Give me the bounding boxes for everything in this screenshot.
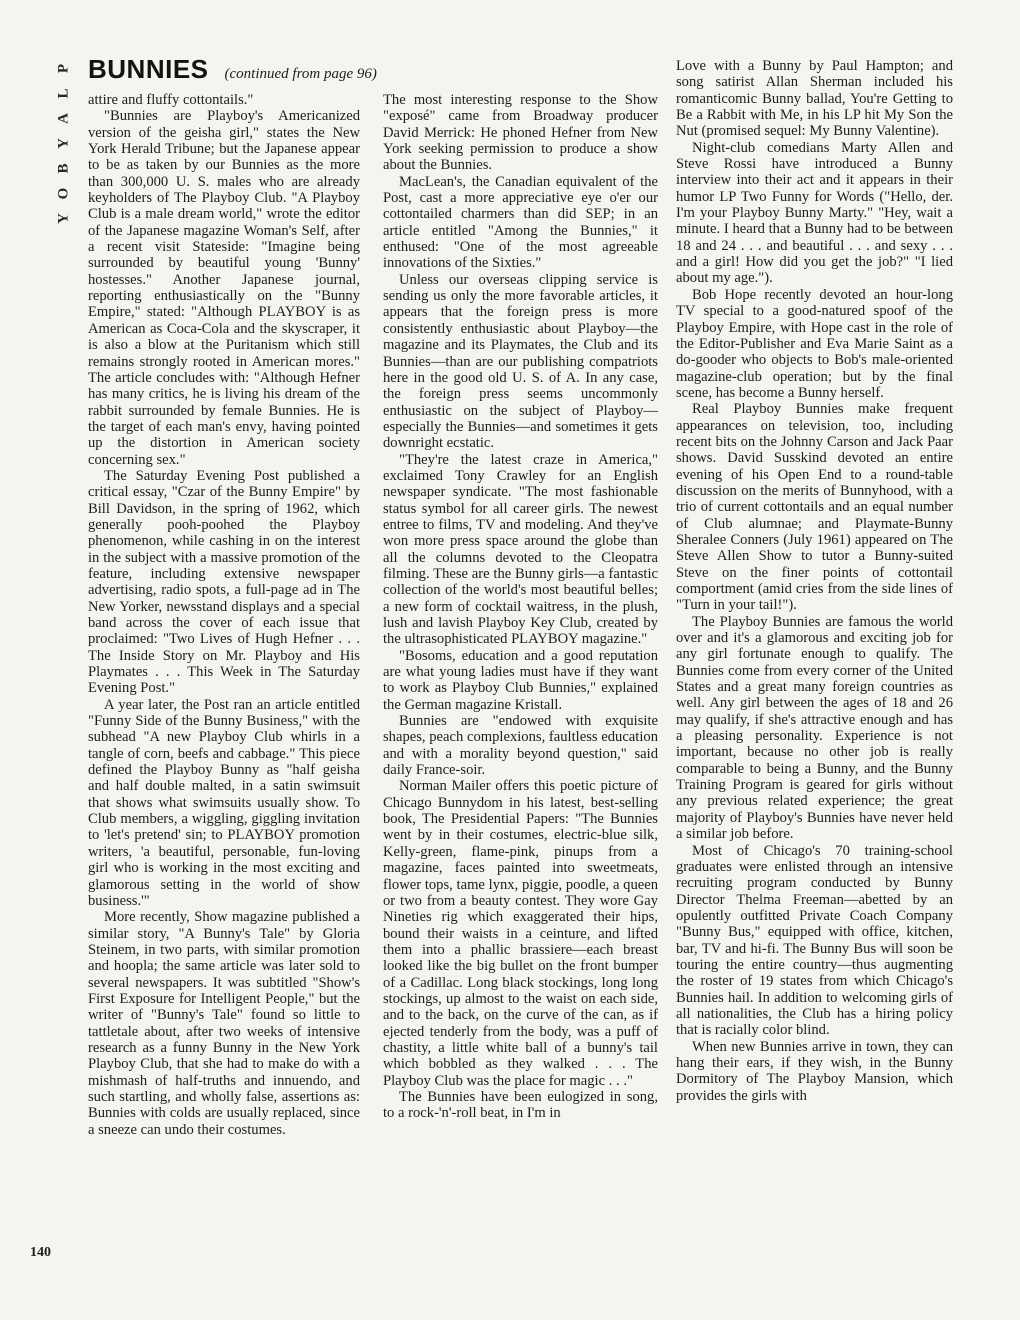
side-letter: O	[55, 187, 72, 200]
article-header	[88, 54, 377, 85]
paragraph: Unless our overseas clipping service is sending us only the more favorable articles, it appears that the foreign press is more consistently enthusiastic about Playboy—the magazine and its Playmates, the Club and its Bunnies—than are our publishing compatriots here in the good old U. S. of A. In any case, the foreign press seems uncommonly enthusiastic on the subject of Playboy—especially the Bunnies—and sometimes it gets downright ecstatic.	[383, 271, 658, 452]
side-letter: B	[55, 163, 72, 174]
continued-note: (continued from page 96)	[224, 66, 377, 82]
article-title: BUNNIES	[88, 54, 209, 84]
paragraph: "Bunnies are Playboy's Americanized version of the geisha girl," states the New York Herald Tribune; but the Japanese appear to be as taken by our Bunnies as the more than 300,000 U. S. males who are already keyholders of The Playboy Club. "A Playboy Club is a male dream world," wrote the editor of the Japanese magazine Woman's Self, after a recent visit Stateside: "Imagine being surrounded by beautiful young 'Bunny' hostesses." Another Japanese journal, reporting enthusiastically on the "Bunny Empire," stated: "Although PLAYBOY is as American as Coca-Cola and the skyscraper, it is also a blow at the Puritanism which still remains strongly rooted in American mores." The article concludes with: "Although Hefner has many critics, he is living his dream of the rabbit surrounded by female Bunnies. He is the target of each man's envy, having pointed up the distortion in American society concerning sex."	[88, 108, 360, 468]
paragraph: More recently, Show magazine published a similar story, "A Bunny's Tale" by Gloria Steinem, in two parts, with similar promotion and hoopla; the same article was later sold to several newspapers. It was subtitled "Show's First Exposure for Intelligent People," but the writer of "Bunny's Tale" found so little to tattletale about, after two weeks of intensive research as a funny Bunny in the New York Playboy Club, that she had to make do with a mishmash of half-truths and innuendo, and such startling, and wholly false, assertions as: Bunnies with colds are usually replaced, since a sneeze can undo their costumes.	[88, 909, 360, 1138]
magazine-side-label	[55, 56, 72, 231]
column-2	[383, 92, 658, 1122]
paragraph: "Bosoms, education and a good reputation are what young ladies must have if they want to work as Playboy Club Bunnies," explained the German magazine Kristall.	[383, 647, 658, 713]
paragraph: The most interesting response to the Show "exposé" came from Broadway producer David Merrick: He phoned Hefner from New York seeking permission to produce a show about the Bunnies.	[383, 92, 658, 174]
column-3	[676, 58, 953, 1104]
side-letter: Y	[55, 213, 72, 224]
paragraph: Love with a Bunny by Paul Hampton; and song satirist Allan Sherman included his romanticomic Bunny ballad, You're Getting to Be a Rabbit with Me, in his LP hit My Son the Nut (promised sequel: My Bunny Valentine).	[676, 58, 953, 140]
side-letter: Y	[55, 138, 72, 149]
paragraph: MacLean's, the Canadian equivalent of the Post, cast a more appreciative eye o'er our cottontailed charmers than did SEP; in an article entitled "Among the Bunnies," it enthused: "One of the most agreeable innovations of the Sixties."	[383, 173, 658, 272]
paragraph: The Saturday Evening Post published a critical essay, "Czar of the Bunny Empire" by Bill Davidson, in the spring of 1962, which generally pooh-poohed the Playboy phenomenon, while cashing in on the interest in the subject with a massive promotion of the feature, including extensive newspaper advertising, radio spots, a full-page ad in The New Yorker, newsstand displays and a special band across the cover of each issue that proclaimed: "Two Lives of Hugh Hefner . . . The Inside Story on Mr. Playboy and His Playmates . . . This Week in The Saturday Evening Post."	[88, 467, 360, 697]
paragraph: Night-club comedians Marty Allen and Steve Rossi have introduced a Bunny interview into their act and it appears in their humor LP Two Funny for Words ("Hello, der. I'm your Playboy Bunny Marty." "Hey, wait a minute. I heard that a Bunny had to be between 18 and 24 . . . and beautiful . . . and sexy . . . and a girl! How did you get the job?" "I lied about my age.").	[676, 139, 953, 287]
paragraph: Most of Chicago's 70 training-school graduates were enlisted through an intensive recruiting program conducted by Bunny Director Thelma Freeman—abetted by an opulently outfitted Private Coach Company "Bunny Bus," equipped with office, kitchen, bar, TV and hi-fi. The Bunny Bus will soon be touring the entire country—thus augmenting the roster of 19 states from which Chicago's Bunnies hail. In addition to welcoming girls of all nationalities, the Club has a hiring policy that is racially color blind.	[676, 842, 953, 1039]
page-number: 140	[30, 1245, 51, 1260]
paragraph: attire and fluffy cottontails."	[88, 92, 254, 108]
column-1	[88, 92, 360, 1138]
paragraph: "They're the latest craze in America," exclaimed Tony Crawley for an English newspaper syndicate. "The most fashionable status symbol for all career girls. The newest entree to films, TV and modeling. And they've won more press space around the globe than all the columns devoted to the Cleopatra filming. These are the Bunny girls—a fantastic collection of the world's most beautiful belles; a new form of cocktail waitress, in the plush, lush and lavish Playboy Key Club, created by the ultrasophisticated PLAYBOY magazine."	[383, 451, 658, 648]
paragraph: The Bunnies have been eulogized in song, to a rock-'n'-roll beat, in I'm in	[383, 1088, 658, 1122]
paragraph: The Playboy Bunnies are famous the world over and it's a glamorous and exciting job for any girl fortunate enough to qualify. The Bunnies come from every corner of the United States and a great many foreign countries as well. Any girl between the ages of 18 and 26 may qualify, if she's attractive enough and has a pleasing personality. Experience is not important, because no other job is really comparable to being a Bunny, and the Bunny Training Program is geared for girls without any previous related experience; the great majority of Playboy's Bunnies have never held a similar job before.	[676, 613, 953, 843]
side-letter: L	[55, 88, 72, 99]
side-letter: A	[55, 113, 72, 124]
paragraph: Real Playboy Bunnies make frequent appearances on television, too, including recent bits on the Johnny Carson and Jack Paar shows. David Susskind devoted an entire evening of his Open End to a round-table discussion on the merits of Bunnyhood, with a trio of current cottontails and an equal number of Club alumnae; and Playmate-Bunny Sheralee Conners (July 1961) appeared on The Steve Allen Show to tutor a Bunny-suited Steve on the finer points of cottontail comportment (amid cries from the side lines of "Turn in your tail!").	[676, 401, 953, 614]
paragraph: Bunnies are "endowed with exquisite shapes, peach complexions, faultless education and with a morality beyond question," said daily France-soir.	[383, 713, 658, 779]
side-letter: P	[55, 63, 72, 74]
paragraph: Bob Hope recently devoted an hour-long TV special to a good-natured spoof of the Playboy Empire, with Hope cast in the role of the Editor-Publisher and Eva Marie Saint as a do-gooder who objects to Bob's male-oriented magazine-club operation; but by the final scene, has become a Bunny herself.	[676, 286, 953, 401]
paragraph: When new Bunnies arrive in town, they can hang their ears, if they wish, in the Bunny Dormitory of The Playboy Mansion, which provides the girls with	[676, 1038, 953, 1104]
paragraph: A year later, the Post ran an article entitled "Funny Side of the Bunny Business," with the subhead "A new Playboy Club whirls in a tangle of corn, beefs and cabbage." This piece defined the Playboy Bunny as "half geisha and half double malted, in a satin swimsuit that shows what swimsuits usually show. To Club members, a wiggling, giggling invitation to 'let's pretend' sin; to PLAYBOY promotion writers, 'a beautiful, personable, fun-loving girl who is working in the most exciting and glamorous setting in the world of show business.'"	[88, 696, 360, 909]
paragraph: Norman Mailer offers this poetic picture of Chicago Bunnydom in his latest, best-selling book, The Presidential Papers: "The Bunnies went by in their costumes, electric-blue silk, Kelly-green, flame-pink, pinups from a magazine, faces painted into sweetmeats, flower tops, tame lynx, piggie, poodle, a queen or two from a beauty contest. They wore Gay Nineties rig which exaggerated their hips, bound their waists in a ceinture, and lifted them into a phallic brassiere—each breast looked like the big bullet on the front bumper of a Cadillac. Long black stockings, long long stockings, up almost to the waist on each side, and to the back, on the curve of the can, as if ejected tenderly from the body, was a puff of chastity, a little white ball of a bunny's tail which bobbled as they walked . . . The Playboy Club was the place for magic . . ."	[383, 778, 658, 1089]
